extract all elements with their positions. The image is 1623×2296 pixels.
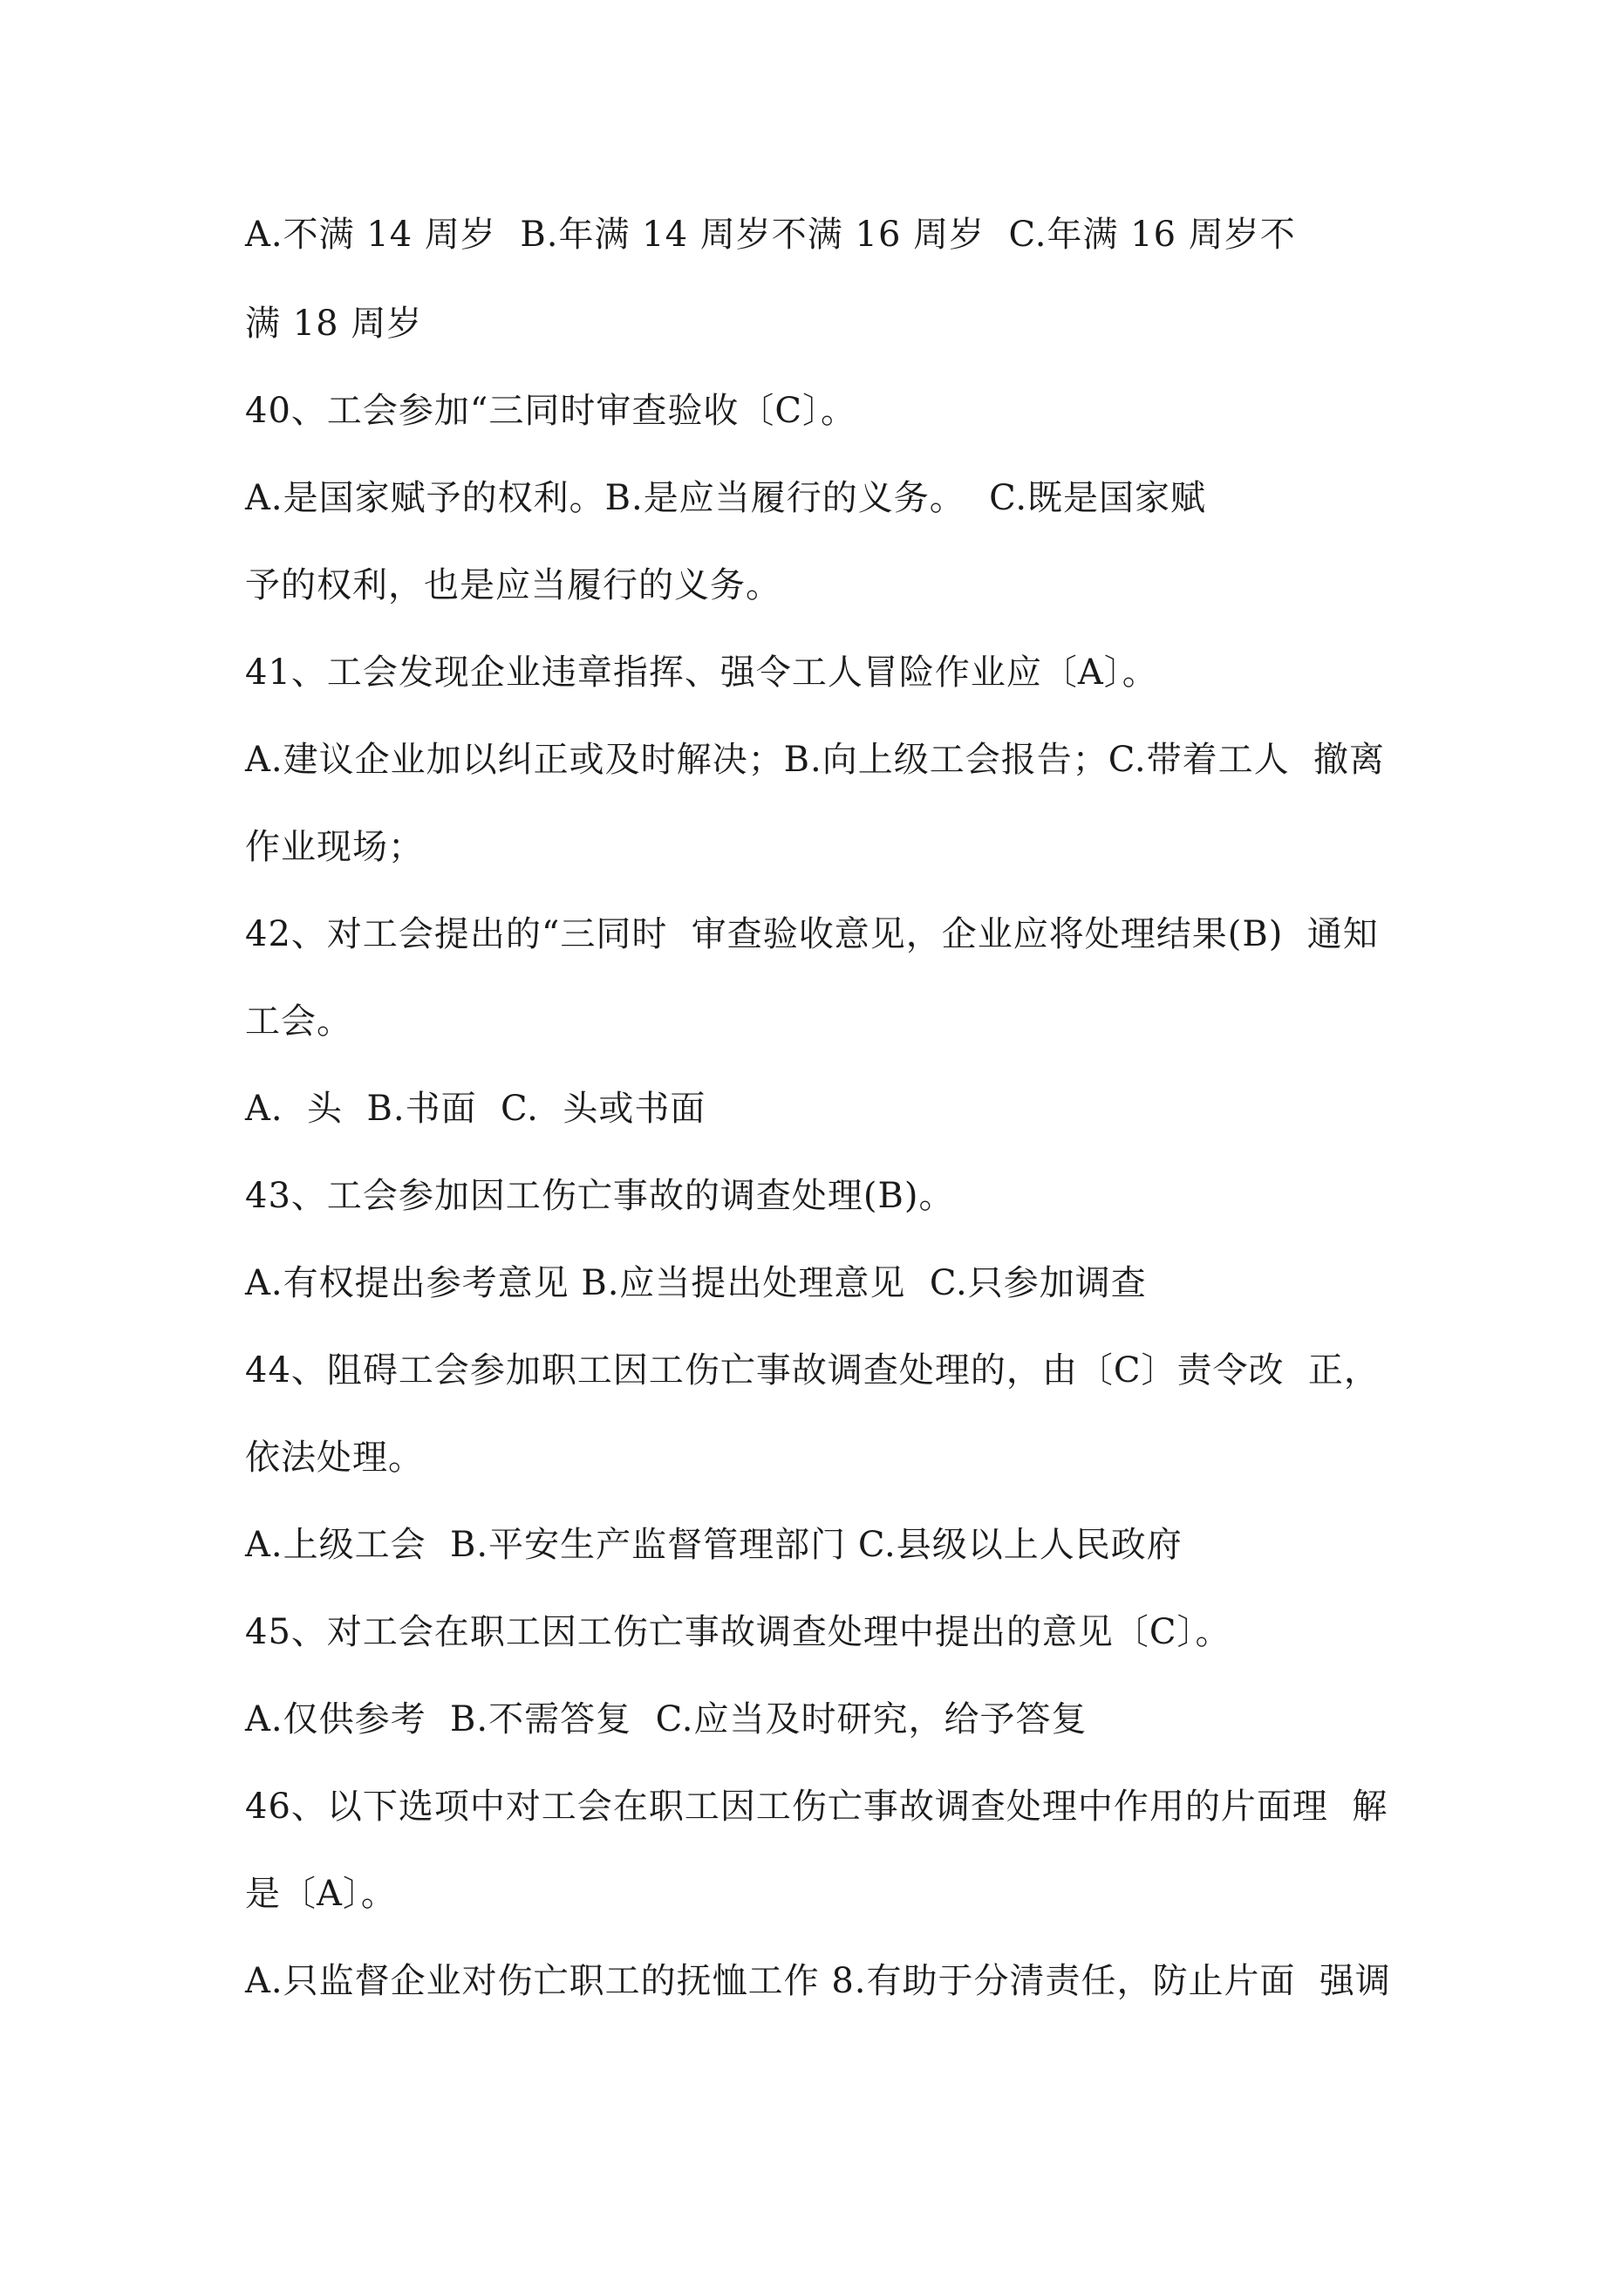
question-46: 46、以下选项中对工会在职工因工伤亡事故调查处理中作用的片面理 解 [245, 1787, 1388, 1827]
answer-options-42: A. 头 B.书面 C. 头或书面 [245, 1089, 706, 1129]
answer-options-45: A.仅供参考 B.不需答复 C.应当及时研究，给予答复 [245, 1699, 1088, 1739]
answer-options-46: A.只监督企业对伤亡职工的抚恤工作 8.有助于分清责任，防止片面 强调 [245, 1961, 1391, 2001]
question-45: 45、对工会在职工因工伤亡事故调查处理中提出的意见〔C〕。 [245, 1612, 1231, 1652]
answer-options-41-continued: 作业现场； [245, 827, 424, 867]
answer-options-40: A.是国家赋予的权利。B.是应当履行的义务。 C.既是国家赋 [245, 478, 1207, 518]
question-43: 43、工会参加因工伤亡事故的调查处理(B)。 [245, 1176, 955, 1216]
question-42: 42、对工会提出的“三同时 审查验收意见，企业应将处理结果(B) 通知 [245, 914, 1379, 954]
answer-options-44: A.上级工会 B.平安生产监督管理部门 C.县级以上人民政府 [245, 1525, 1183, 1565]
question-46-continued: 是〔A〕。 [245, 1874, 397, 1914]
question-44: 44、阻碍工会参加职工因工伤亡事故调查处理的，由〔C〕责令改 正， [245, 1350, 1380, 1391]
answer-options-43: A.有权提出参考意见 B.应当提出处理意见 C.只参加调查 [245, 1263, 1147, 1303]
question-41: 41、工会发现企业违章指挥、强令工人冒险作业应〔A〕。 [245, 653, 1158, 693]
question-44-continued: 依法处理。 [245, 1438, 424, 1478]
answer-options-41: A.建议企业加以纠正或及时解决；B.向上级工会报告；C.带着工人 撤离 [245, 740, 1386, 780]
question-40: 40、工会参加“三同时审查验收〔C〕。 [245, 391, 856, 431]
answer-options-39-continued: 满 18 周岁 [245, 304, 423, 344]
answer-options-40-continued: 予的权利，也是应当履行的义务。 [245, 565, 781, 605]
question-42-continued: 工会。 [245, 1001, 352, 1042]
answer-options-39: A.不满 14 周岁 B.年满 14 周岁不满 16 周岁 C.年满 16 周岁不 [245, 215, 1296, 255]
